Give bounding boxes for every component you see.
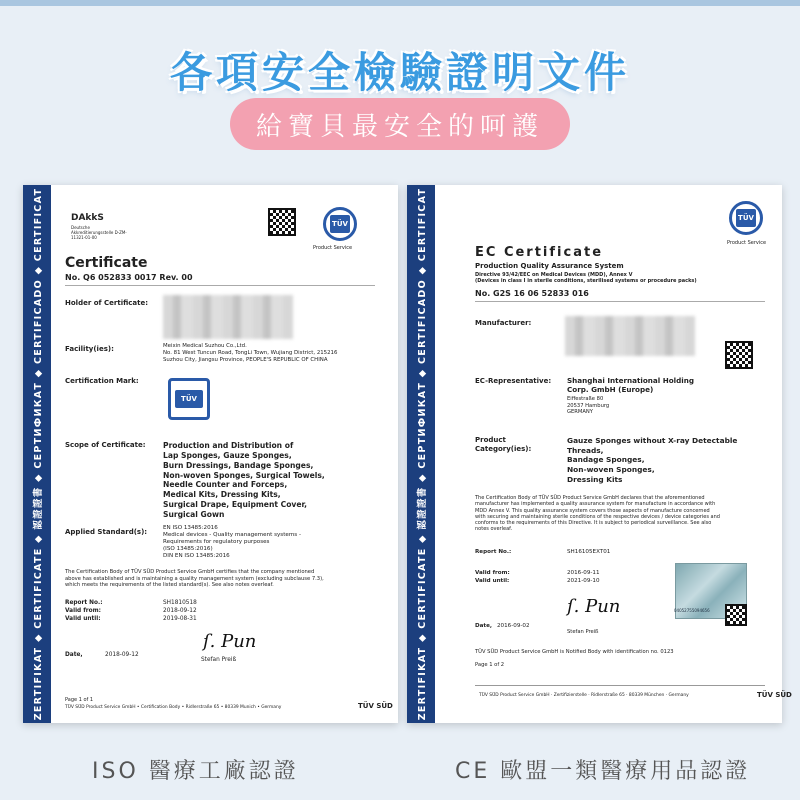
subtitle-pill: 給寶貝最安全的呵護 bbox=[230, 98, 570, 150]
band-text: ZERTIFIKAT ◆ CERTIFICATE ◆ 認證證書 ◆ СЕРТИФИКАТ ◆ CERTIFICADO ◆ CERTIFICAT bbox=[33, 187, 44, 721]
rep-value: Eiffestraße 80 20537 Hamburg GERMANY bbox=[567, 396, 610, 415]
report-label: Report No.: bbox=[475, 549, 512, 555]
signature: ſ. Pun bbox=[203, 631, 257, 652]
holder-label: Holder of Certificate: bbox=[65, 299, 149, 307]
valid-from-value: 2018-09-12 bbox=[163, 608, 197, 614]
certification-mark-icon: TÜV bbox=[168, 378, 210, 420]
tuv-footer-logo: TÜV SÜD bbox=[358, 702, 393, 710]
signature: ſ. Pun bbox=[567, 596, 621, 617]
valid-until-value: 2021-09-10 bbox=[567, 578, 600, 584]
page-title: 各項安全檢驗證明文件 bbox=[169, 48, 630, 97]
band-text: ZERTIFIKAT ◆ CERTIFICATE ◆ 認證證書 ◆ СЕРТИФИКАТ ◆ CERTIFICADO ◆ CERTIFICAT bbox=[417, 187, 428, 721]
qr-code-icon bbox=[725, 341, 753, 369]
valid-from-label: Valid from: bbox=[65, 608, 101, 614]
rep-label: EC-Representative: bbox=[475, 377, 552, 385]
notified-body: TÜV SÜD Product Service GmbH is Notified Body with identification no. 0123 bbox=[475, 649, 674, 655]
standards-label: Applied Standard(s): bbox=[65, 528, 148, 536]
top-stripe bbox=[0, 0, 800, 6]
product-service: Product Service bbox=[313, 245, 353, 251]
certificate-heading: Certificate bbox=[65, 255, 148, 271]
tuv-footer-logo: TÜV SÜD bbox=[757, 691, 792, 699]
facility-label: Facility(ies): bbox=[65, 345, 114, 353]
ce-certificate bbox=[407, 185, 792, 723]
certificate-heading: EC Certificate bbox=[475, 245, 604, 260]
product-value: Gauze Sponges without X-ray Detectable Threads, Bandage Sponges, Non-woven Sponges, Dressing Kits bbox=[567, 436, 738, 484]
certificate-band bbox=[407, 185, 435, 723]
product-service: Product Service bbox=[727, 240, 767, 246]
page-number: Page 1 of 2 bbox=[475, 662, 505, 668]
facility-value: Meixin Medical Suzhou Co.,Ltd. No. 81 West Tuncun Road, TongLi Town, Wujiang District, 215216 Suzhou City, Jiangsu Province, PEOPLE'S REPUBLIC OF CHINA bbox=[163, 343, 338, 363]
valid-until-label: Valid until: bbox=[65, 616, 101, 622]
caption-iso: ISO 醫療工廠認證 bbox=[92, 759, 299, 784]
report-value: SH16105EXT01 bbox=[567, 549, 611, 555]
scope-label: Scope of Certificate: bbox=[65, 441, 146, 449]
certificate-subheading: Production Quality Assurance System bbox=[475, 262, 624, 270]
date-value: 2016-09-02 bbox=[497, 623, 530, 629]
scope-value: Production and Distribution of Lap Sponges, Gauze Sponges, Burn Dressings, Bandage Sponges, Non-woven Sponges, Surgical Towels, Needle Counter and Forceps, Medical Kits, Dressing Kits, Surgical Drape, Equipment Cover, Surgical Gown bbox=[163, 441, 325, 520]
tuv-logo-icon: TÜV bbox=[323, 207, 357, 241]
manufacturer-label: Manufacturer: bbox=[475, 319, 532, 327]
footer-text: TÜV SÜD Product Service GmbH • Certification Body • Ridlerstraße 65 • 80339 Munich • Germany bbox=[65, 705, 282, 710]
iso-certificate bbox=[23, 185, 398, 723]
valid-until-value: 2019-08-31 bbox=[163, 616, 197, 622]
directive-text: Directive 93/42/EEC on Medical Devices (MDD), Annex V (Devices in class I in sterile conditions, sterilised systems or procedure packs) bbox=[475, 272, 697, 285]
footer-text: TÜV SÜD Product Service GmbH · Zertifizierstelle · Ridlerstraße 65 · 80339 München · Germany bbox=[479, 693, 689, 698]
report-label: Report No.: bbox=[65, 600, 103, 606]
certificate-number: No. G2S 16 06 52833 016 bbox=[475, 289, 589, 298]
signer-name: Stefan Preiß bbox=[567, 629, 599, 635]
dakks-sub: Deutsche Akkreditierungsstelle D-ZM-11321-01-00 bbox=[71, 225, 127, 240]
page-number: Page 1 of 1 bbox=[65, 697, 94, 703]
certificate-number: No. Q6 052833 0017 Rev. 00 bbox=[65, 273, 193, 282]
mark-label: Certification Mark: bbox=[65, 377, 139, 385]
qr-code-icon bbox=[268, 208, 296, 236]
valid-from-label: Valid from: bbox=[475, 570, 510, 576]
rep-value-bold: Shanghai International Holding Corp. GmbH (Europe) bbox=[567, 376, 695, 394]
valid-until-label: Valid until: bbox=[475, 578, 510, 584]
certificate-band bbox=[23, 185, 51, 723]
tuv-logo-icon: TÜV bbox=[729, 201, 763, 235]
report-value: SH1810518 bbox=[163, 600, 197, 606]
hologram-qr-icon bbox=[725, 604, 747, 626]
date-label: Date, bbox=[65, 652, 83, 658]
body-text: The Certification Body of TÜV SÜD Product Service GmbH declares that the aforementioned manufacturer has implemented a quality assurance system for manufacture in accordance with MDD Annex V. This quality assurance system covers those aspects of manufacture concerned with securing and maintaining sterile conditions of the respective devices / device categories and conforms to the requirements of this Directive. It is subject to periodical surveillance. See also notes overleaf. bbox=[475, 495, 720, 533]
blurred-manufacturer bbox=[565, 316, 695, 356]
standards-value: EN ISO 13485:2016 Medical devices - Quality management systems - Requirements for regulatory purposes (ISO 13485:2016) DIN EN ISO 13485:2016 bbox=[163, 525, 302, 559]
product-label: Product Category(ies): bbox=[475, 436, 532, 453]
date-value: 2018-09-12 bbox=[105, 652, 139, 658]
caption-ce: CE 歐盟一類醫療用品認證 bbox=[455, 759, 751, 784]
signer-name: Stefan Preiß bbox=[201, 657, 237, 663]
hologram-code: 04052755094656 bbox=[674, 608, 710, 613]
body-text: The Certification Body of TÜV SÜD Product Service GmbH certifies that the company mentioned above has established and is maintaining a quality management system (excluding subclause 7.3), which meets the requirements of the listed standard(s). See also notes overleaf. bbox=[65, 569, 324, 588]
dakks-logo: DAkkS bbox=[71, 213, 104, 223]
date-label: Date, bbox=[475, 623, 493, 629]
valid-from-value: 2016-09-11 bbox=[567, 570, 600, 576]
blurred-holder bbox=[163, 295, 293, 339]
